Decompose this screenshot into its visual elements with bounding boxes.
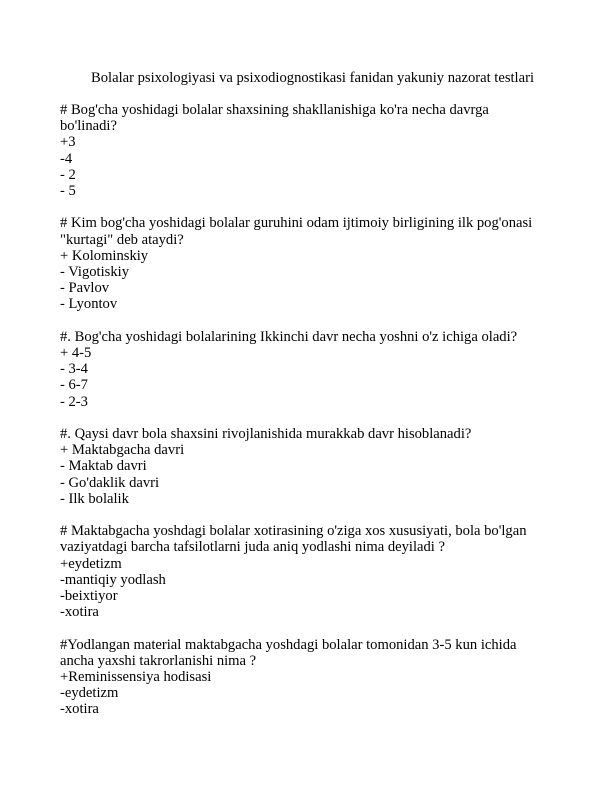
answer-option: -beixtiyor: [60, 588, 118, 605]
answer-option: -4: [60, 150, 73, 167]
answer-option: - Lyontov: [60, 296, 118, 313]
answer-option: - Vigotiskiy: [60, 264, 129, 281]
answer-option: -mantiqiy yodlash: [60, 571, 166, 588]
question-text: # Maktabgacha yoshdagi bolalar xotirasining o'ziga xos xususiyati, bola bo'lgan vaziyatdagi barcha tafsilotlarni juda aniq yodlashi nima deyiladi ?: [60, 523, 527, 556]
answer-option: +eydetizm: [60, 555, 122, 572]
question-5: [60, 523, 560, 620]
answer-option: - Go'daklik davri: [60, 474, 160, 491]
question-text: #. Qaysi davr bola shaxsini rivojlanishida murakkab davr hisoblanadi?: [60, 426, 472, 443]
answer-option: -xotira: [60, 701, 99, 718]
answer-option: - 5: [60, 183, 76, 200]
answer-option: + Maktabgacha davri: [60, 442, 185, 459]
question-4: [60, 426, 560, 507]
answer-option: - 6-7: [60, 377, 88, 394]
answer-option: -xotira: [60, 604, 99, 621]
answer-option: + Kolominskiy: [60, 247, 149, 264]
question-text: # Kim bog'cha yoshidagi bolalar guruhini odam ijtimoiy birligining ilk pog'onasi "kurtagi" deb ataydi?: [60, 215, 533, 248]
answer-option: +Reminissensiya hodisasi: [60, 669, 212, 686]
answer-option: +3: [60, 134, 76, 151]
question-text: # Bog'cha yoshidagi bolalar shaxsining shakllanishiga ko'ra necha davrga bo'linadi?: [60, 102, 489, 135]
question-6: [60, 637, 560, 718]
answer-option: - 2: [60, 166, 76, 183]
question-text: #Yodlangan material maktabgacha yoshdagi bolalar tomonidan 3-5 kun ichida ancha yaxshi takrorlanishi nima ?: [60, 636, 517, 669]
answer-option: - Maktab davri: [60, 458, 147, 475]
question-1: [60, 102, 560, 199]
question-2: [60, 215, 560, 312]
document-title: Bolalar psixologiyasi va psixodiognostikasi fanidan yakuniy nazorat testlari: [91, 70, 534, 86]
answer-option: + 4-5: [60, 345, 92, 362]
question-text: #. Bog'cha yoshidagi bolalarining Ikkinchi davr necha yoshni o'z ichiga oladi?: [60, 328, 518, 345]
answer-option: - 3-4: [60, 361, 88, 378]
question-3: [60, 329, 560, 410]
answer-option: - Pavlov: [60, 280, 110, 297]
questions-list: [60, 102, 560, 734]
answer-option: -eydetizm: [60, 685, 119, 702]
answer-option: - 2-3: [60, 393, 88, 410]
answer-option: - Ilk bolalik: [60, 490, 129, 507]
